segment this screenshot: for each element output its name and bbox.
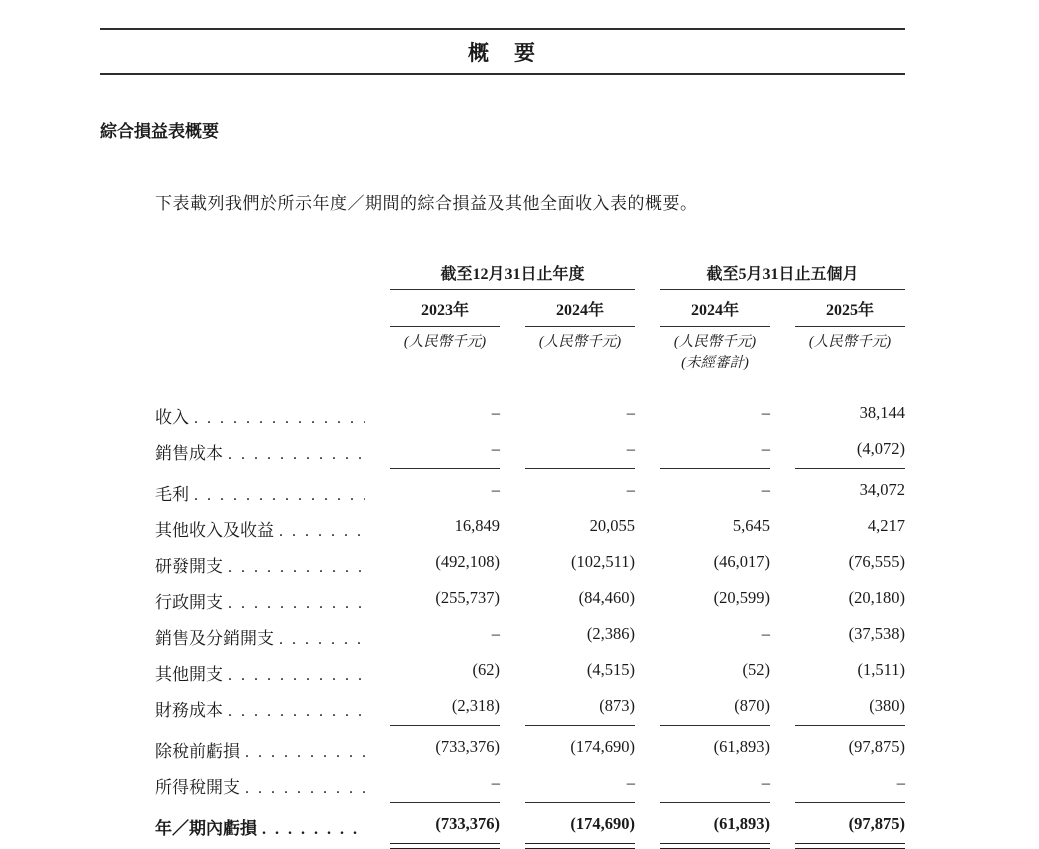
column-group-year-ended-dec31: 截至12月31日止年度 [390, 256, 635, 290]
dot-leader [274, 521, 365, 541]
row-label [155, 546, 365, 582]
cell-value: (255,737) [435, 587, 500, 607]
row-label [155, 808, 365, 844]
page-header [100, 28, 905, 75]
table-row [155, 731, 905, 767]
dot-leader [274, 629, 365, 649]
cell-value: (52) [742, 659, 770, 679]
row-label-text: 除稅前虧損 [155, 741, 240, 761]
table-row [155, 474, 905, 510]
dot-leader [223, 444, 365, 464]
dot-leader [223, 557, 365, 577]
cell-value: (2,386) [586, 623, 635, 643]
row-label [155, 433, 365, 469]
cell-value: – [491, 623, 500, 643]
table-row [155, 618, 905, 654]
table-header [155, 256, 905, 372]
row-label [155, 474, 365, 510]
page-title: 概 要 [468, 41, 537, 65]
dot-leader [240, 742, 365, 762]
row-label-text: 所得稅開支 [155, 777, 240, 797]
cell-value: – [390, 767, 500, 803]
table-row [155, 397, 905, 433]
cell-value: (84,460) [578, 587, 635, 607]
cell-value: (76,555) [848, 551, 905, 571]
column-year-2023: 2023年 [390, 290, 500, 327]
cell-value: – [761, 402, 770, 422]
dot-leader [223, 593, 365, 613]
cell-value: – [491, 402, 500, 422]
row-label-text: 收入 [155, 407, 189, 427]
intro-paragraph: 下表載列我們於所示年度／期間的綜合損益及其他全面收入表的概要。 [155, 194, 698, 213]
row-label [155, 397, 365, 433]
unit-label: (人民幣千元) [538, 334, 622, 350]
dot-leader [223, 665, 365, 685]
cell-value: 16,849 [454, 515, 500, 535]
row-label-text: 其他收入及收益 [155, 520, 274, 540]
table-row [155, 690, 905, 726]
row-label [155, 690, 365, 726]
dot-leader [189, 408, 365, 428]
cell-value: – [795, 767, 905, 803]
cell-value: – [491, 479, 500, 499]
cell-value: (102,511) [570, 551, 635, 571]
cell-value: (37,538) [848, 623, 905, 643]
cell-value: 5,645 [732, 515, 770, 535]
cell-value: – [660, 433, 770, 469]
row-label-text: 行政開支 [155, 592, 223, 612]
unit-label: (人民幣千元) [673, 334, 757, 350]
cell-value: (873) [525, 690, 635, 726]
row-label [155, 582, 365, 618]
cell-value: (20,599) [713, 587, 770, 607]
column-group-five-months-may31: 截至5月31日止五個月 [660, 256, 905, 290]
column-year-2024: 2024年 [525, 290, 635, 327]
cell-value: 20,055 [589, 515, 635, 535]
column-group-row [155, 256, 905, 290]
cell-value: – [390, 433, 500, 469]
cell-value: – [761, 623, 770, 643]
spacer-cell [155, 327, 365, 351]
spacer-cell [155, 256, 365, 290]
cell-value: (46,017) [713, 551, 770, 571]
table-row [155, 767, 905, 803]
cell-value: – [626, 402, 635, 422]
cell-value: 38,144 [859, 402, 905, 422]
spacer-cell [155, 290, 365, 327]
row-label-text: 毛利 [155, 484, 189, 504]
spacer-cell [155, 351, 365, 372]
row-label [155, 510, 365, 546]
unit-label: (人民幣千元) [808, 334, 892, 350]
cell-value: 4,217 [867, 515, 905, 535]
unit-label: (人民幣千元) [403, 334, 487, 350]
header-rule-bottom [100, 73, 905, 75]
cell-value: (2,318) [390, 690, 500, 726]
cell-value: (492,108) [435, 551, 500, 571]
table-body [155, 397, 905, 844]
dot-leader [257, 819, 365, 839]
cell-value: (174,690) [525, 808, 635, 844]
cell-value: (62) [472, 659, 500, 679]
column-year-2024-5m: 2024年 [660, 290, 770, 327]
cell-value: – [525, 433, 635, 469]
cell-value: (174,690) [570, 736, 635, 756]
cell-value: 34,072 [859, 479, 905, 499]
row-label [155, 654, 365, 690]
section-title: 綜合損益表概要 [100, 122, 219, 141]
dot-leader [240, 778, 365, 798]
cell-value: (870) [660, 690, 770, 726]
row-label-text: 研發開支 [155, 556, 223, 576]
cell-value: – [626, 479, 635, 499]
cell-value: – [761, 479, 770, 499]
cell-value: (97,875) [795, 808, 905, 844]
cell-value: (4,072) [795, 433, 905, 469]
dot-leader [223, 701, 365, 721]
table-row [155, 582, 905, 618]
cell-value: (97,875) [848, 736, 905, 756]
row-label-text: 銷售成本 [155, 443, 223, 463]
cell-value: (733,376) [435, 736, 500, 756]
row-label [155, 731, 365, 767]
row-label-text: 其他開支 [155, 664, 223, 684]
cell-value: – [525, 767, 635, 803]
unit-header-row [155, 327, 905, 351]
note-header-row [155, 351, 905, 372]
table-row [155, 546, 905, 582]
cell-value: (61,893) [660, 808, 770, 844]
cell-value: (380) [795, 690, 905, 726]
audit-note [525, 351, 635, 372]
row-label-text: 年／期內虧損 [155, 818, 257, 838]
income-statement-table [155, 256, 905, 844]
cell-value: (1,511) [857, 659, 905, 679]
audit-note [795, 351, 905, 372]
cell-value: (20,180) [848, 587, 905, 607]
row-label-text: 財務成本 [155, 700, 223, 720]
table-row [155, 808, 905, 844]
cell-value: (733,376) [390, 808, 500, 844]
row-label-text: 銷售及分銷開支 [155, 628, 274, 648]
row-label [155, 767, 365, 803]
table-row [155, 510, 905, 546]
dot-leader [189, 485, 365, 505]
cell-value: (61,893) [713, 736, 770, 756]
table-row [155, 433, 905, 469]
audit-note-unaudited: (未經審計) [681, 355, 749, 371]
cell-value: (4,515) [586, 659, 635, 679]
cell-value: – [660, 767, 770, 803]
column-year-2025: 2025年 [795, 290, 905, 327]
table-row [155, 654, 905, 690]
year-header-row [155, 290, 905, 327]
row-label [155, 618, 365, 654]
audit-note [390, 351, 500, 372]
